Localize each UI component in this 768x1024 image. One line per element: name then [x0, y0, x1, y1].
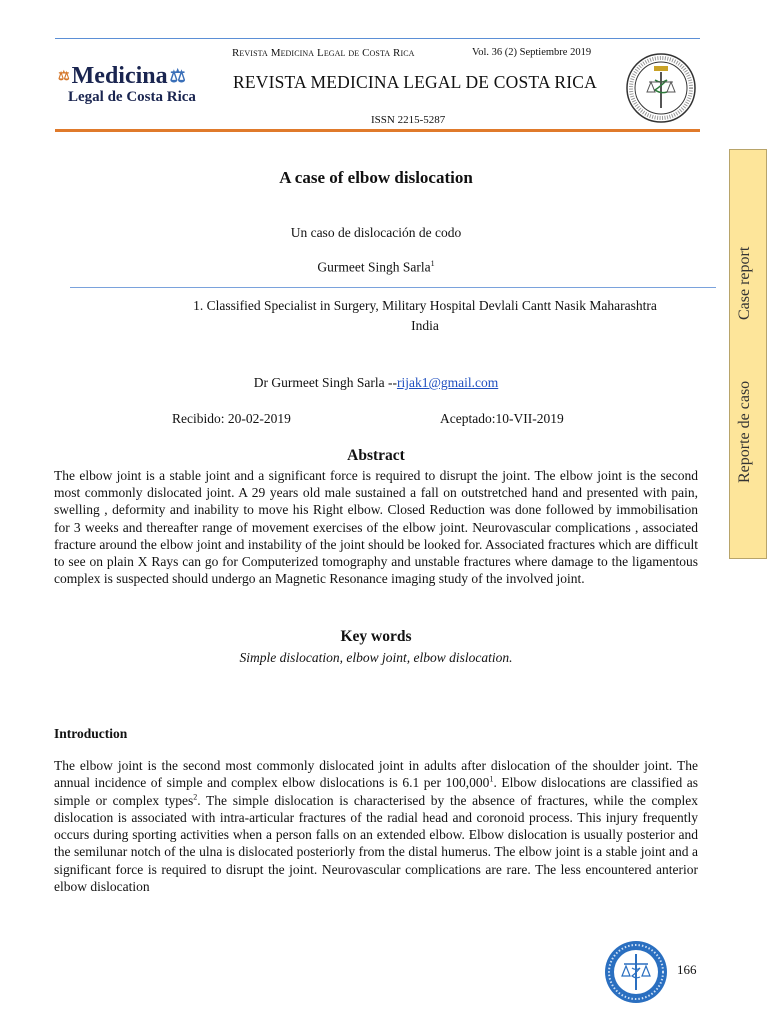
logo-line1: Medicina	[71, 63, 168, 89]
article-title: A case of elbow dislocation	[279, 168, 473, 187]
abstract-heading: Abstract	[347, 447, 405, 464]
department-seal-footer-icon	[604, 940, 668, 1004]
journal-logo	[58, 64, 196, 106]
header-bottom-rule	[55, 129, 700, 132]
article-subtitle: Un caso de dislocación de codo	[290, 225, 462, 240]
citation-mark: 1	[489, 774, 494, 784]
page-number: 166	[677, 962, 697, 977]
citation-mark: 2	[193, 792, 198, 802]
affiliation-line: 1. Classified Specialist in Surgery, Military Hospital Devlali Cantt Nasik Maharashtra	[193, 298, 657, 313]
department-seal-icon	[625, 52, 697, 124]
received-date: Recibido: 20-02-2019	[172, 411, 291, 426]
introduction-text: The elbow joint is the second most commonly dislocated joint in adults after dislocation of the shoulder joint. The annual incidence of simple and complex elbow dislocations is 6.1 per 100,000$^1$. Elbow dislocations are classified as simple or complex types$^2$. The simple dislocation is characterised by the absence of fractures, while the complex dislocation is associated with intra-articular fractures of the radial head and coronoid process. This injury frequently occurs during sporting activities when a person falls on an extended elbow. Elbow dislocation is usually posterior and the semilunar notch of the ulna is dislocated posteriorly from the distal humerus. The elbow joint is a stable joint and a significant force is required to disrupt the joint. Neurovascular complications are rare. The less encountered anterior elbow dislocation	[54, 758, 698, 895]
logo-line2: Legal de Costa Rica	[68, 89, 196, 105]
contact-email-link[interactable]: rijak1@gmail.com	[396, 375, 499, 390]
scales-icon: ⚖	[58, 68, 70, 83]
contact-name: Dr Gurmeet Singh Sarla --	[253, 375, 397, 390]
accepted-date: Aceptado:10-VII-2019	[440, 411, 564, 426]
keywords-text: Simple dislocation, elbow joint, elbow dislocation.	[239, 650, 513, 665]
author-name: Gurmeet Singh Sarla	[317, 259, 431, 275]
author-footnote-mark: 1	[430, 259, 435, 268]
affiliation	[160, 296, 690, 336]
side-label-spanish: Reporte de caso	[736, 380, 753, 483]
abstract-text: The elbow joint is a stable joint and a significant force is required to disrupt the joint. The elbow joint is the second most commonly dislocated joint. A 29 years old male sustained a fall on outstretched hand and presented with pain, swelling , deformity and inability to move his Right elbow. Closed Reduction was done followed by immobilisation for 3 weeks and thereafter range of movement exercises of the elbow joint. Neurovascular complications , associated fracture around the elbow joint and instability of the joint should be looked for. Associated fractures which are difficult to see on plain X Rays can go for Computerized tomography and unstable fractures where damage to the ligamentous complex is suspected should undergo an Magnetic Resonance imaging study of the involved joint.	[54, 468, 698, 587]
introduction-heading: Introduction	[54, 726, 128, 741]
scales-icon: ⚖	[169, 66, 186, 86]
side-label-english: Case report	[736, 246, 753, 320]
header-top-rule	[55, 38, 700, 39]
issn: ISSN 2215-5287	[371, 114, 446, 126]
author-divider	[70, 287, 716, 288]
article-type-tab	[729, 149, 767, 559]
contact-line	[0, 375, 752, 391]
volume-info: Vol. 36 (2) Septiembre 2019	[472, 47, 592, 58]
journal-name-small: Revista Medicina Legal de Costa Rica	[232, 47, 415, 59]
author-line	[0, 259, 752, 276]
keywords-heading: Key words	[340, 628, 412, 645]
affiliation-country: India	[411, 318, 439, 333]
journal-name-title: REVISTA MEDICINA LEGAL DE COSTA RICA	[233, 72, 597, 92]
